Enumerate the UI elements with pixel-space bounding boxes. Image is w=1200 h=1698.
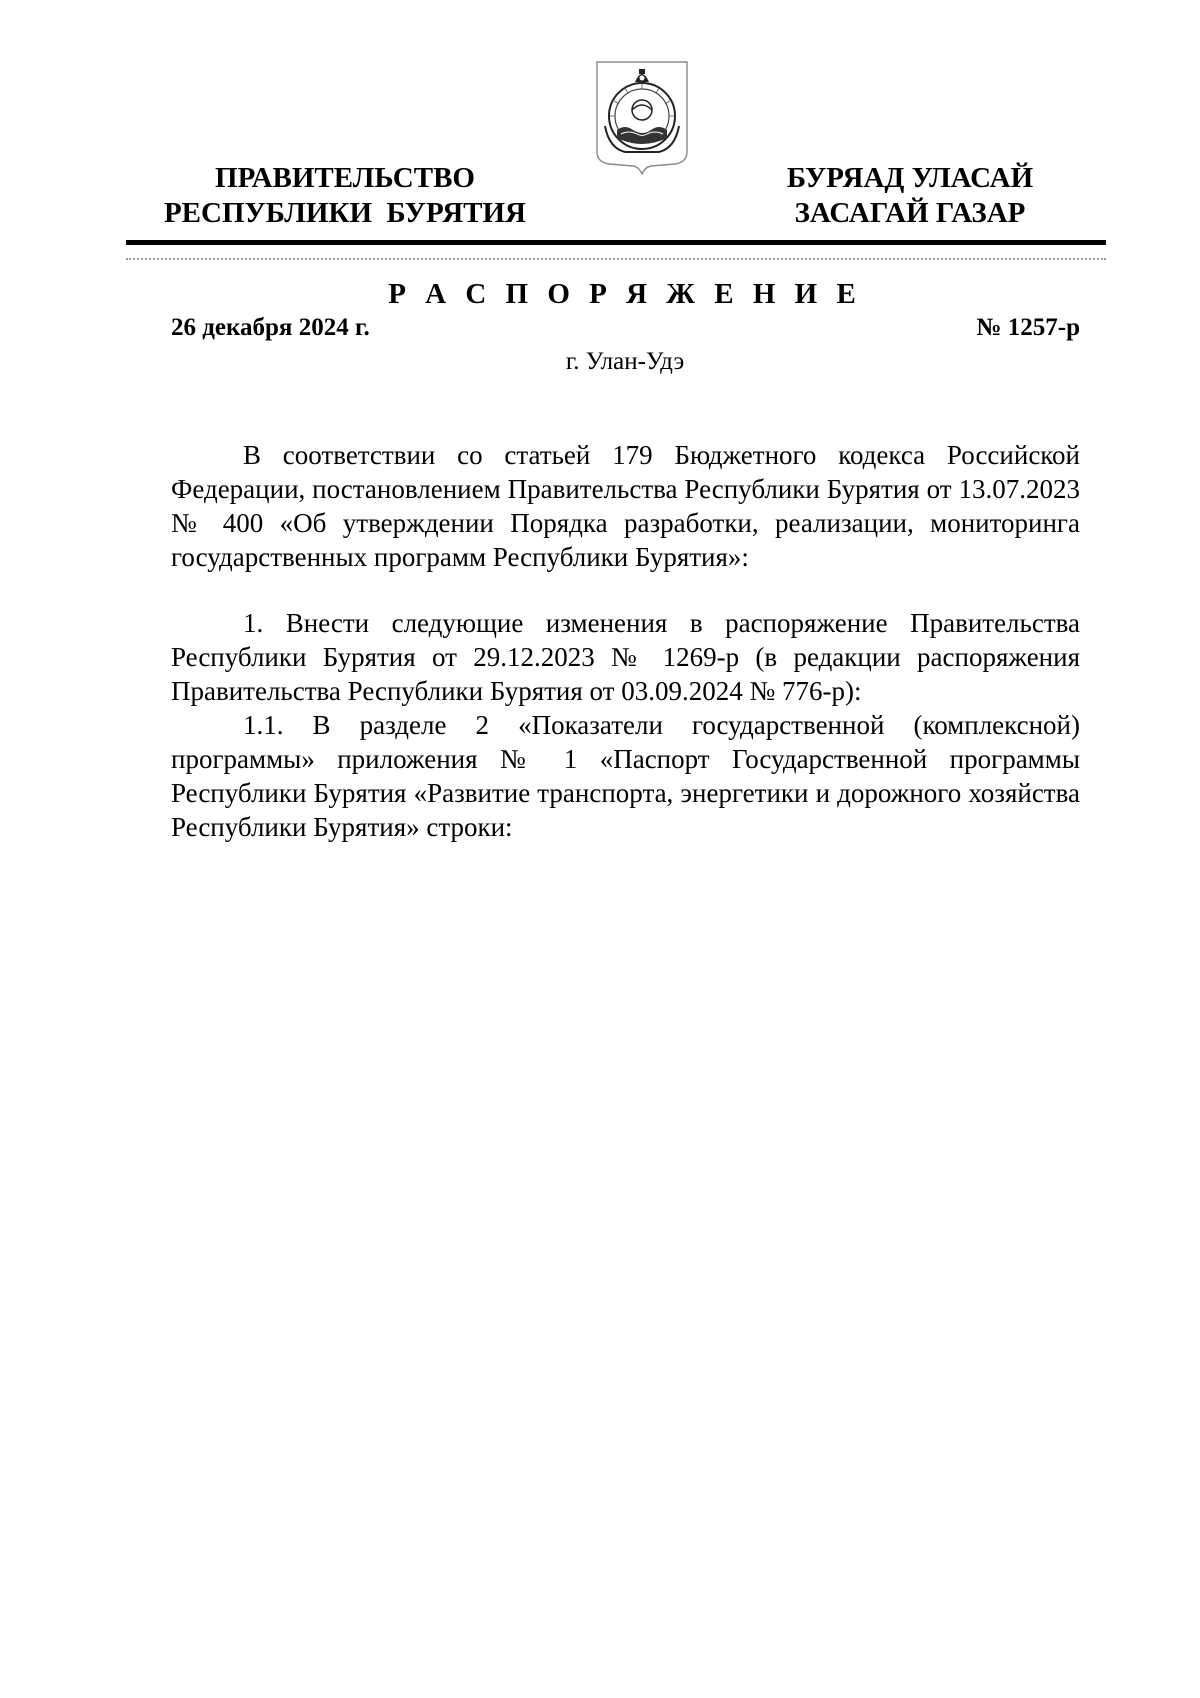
issuer-name-russian bbox=[150, 161, 540, 231]
issuer-name-russian-line2: РЕСПУБЛИКИ БУРЯТИЯ bbox=[163, 197, 527, 229]
document-type: Р А С П О Р Я Ж Е Н И Е bbox=[388, 278, 862, 310]
document-body bbox=[171, 438, 1080, 844]
document-date: 26 декабря 2024 г. bbox=[171, 314, 370, 341]
coat-of-arms-icon bbox=[595, 56, 689, 178]
issuer-name-buryat bbox=[740, 161, 1080, 231]
issuer-name-buryat-line1: БУРЯАД УЛАСАЙ bbox=[786, 162, 1034, 194]
body-paragraph-item-1: 1. Внести следующие изменения в распоряжение Правительства Республики Бурятия от 29.12.2023 № 1269-р (в редакции распоряжения Правительства Республики Бурятия от 03.09.2024 № 776-р): bbox=[171, 608, 1080, 706]
header-divider-thick bbox=[126, 240, 1106, 245]
issuer-name-buryat-line2: ЗАСАГАЙ ГАЗАР bbox=[794, 197, 1026, 229]
document-place: г. Улан-Удэ bbox=[565, 348, 685, 375]
body-paragraph-item-1-1: 1.1. В разделе 2 «Показатели государственной (комплексной) программы» приложения № 1 «Паспорт Государственной программы Республики Бурятия «Развитие транспорта, энергетики и дорожного хозяйства Республики Бурятия» строки: bbox=[171, 710, 1080, 842]
body-paragraph-preamble: В соответствии со статьей 179 Бюджетного кодекса Российской Федерации, постановлением Правительства Республики Бурятия от 13.07.2023 № 400 «Об утверждении Порядка разработки, реализации, мониторинга государственных программ Республики Бурятия»: bbox=[171, 440, 1080, 572]
header-divider-thin bbox=[126, 258, 1106, 260]
document-number: № 1257-р bbox=[976, 314, 1080, 341]
issuer-name-russian-line1: ПРАВИТЕЛЬСТВО bbox=[215, 162, 475, 194]
